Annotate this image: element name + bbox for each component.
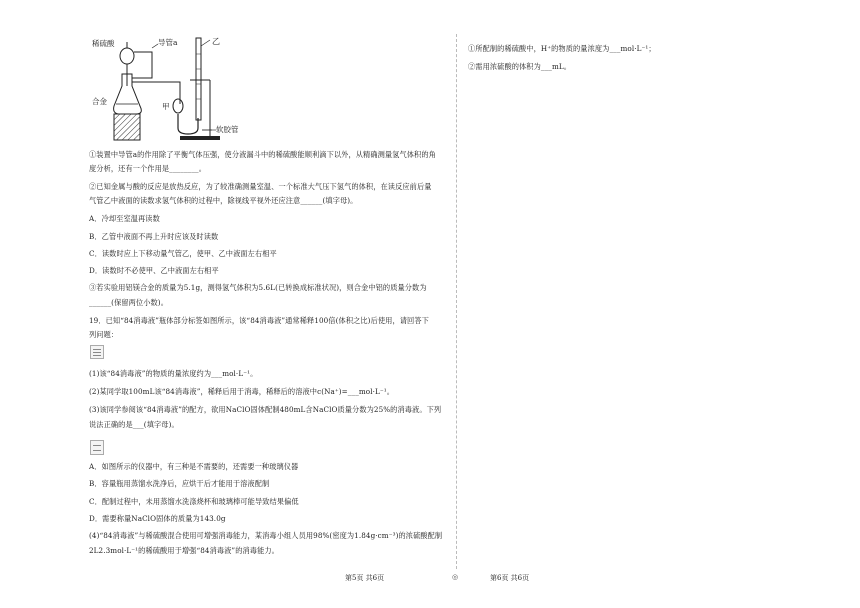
text-line: 2L2.3mol·L⁻¹的稀硫酸用于增强“84消毒液”的消毒能力。 [89,546,279,555]
text-line: ______(保留两位小数)。 [89,298,168,307]
disinfectant-label-image [90,345,104,359]
right-page [460,0,860,608]
text-line: ①装置中导管a的作用除了平衡气体压强，使分液漏斗中的稀硫酸能顺利滴下以外，从精确测量氢气体积的角 [89,150,436,159]
text-line: 度分析，还有一个作用是________。 [89,164,207,173]
label-tube-a: 导管a [158,38,178,47]
page-divider [456,34,457,569]
text-line: 气管乙中液面的读数求氢气体积的过程中，除视线平视外还应注意______(填字母)。 [89,196,358,205]
footer-right-page-number: 第6页 共6页 [490,574,530,582]
apparatus-drawing [92,34,282,142]
text-line: C．配制过程中，未用蒸馏水洗涤烧杯和玻璃棒可能导致结果偏低 [89,497,299,506]
text-line: ②已知金属与酸的反应是放热反应，为了较准确测量室温、一个标准大气压下氢气的体积，在读反应前后量 [89,182,432,191]
text-line: A．冷却至室温再读数 [89,214,160,223]
text-line: ②需用浓硫酸的体积为___mL。 [468,62,572,71]
text-line: (1)该“84消毒液”的物质的量浓度约为___mol·L⁻¹。 [89,369,258,378]
question-19-stem: 19．已知“84消毒液”瓶体部分标签如图所示，该“84消毒液”通常稀释100倍(体积之比)后使用，请回答下 [89,316,429,325]
label-jia: 甲 [162,102,170,111]
text-line: ①所配制的稀硫酸中，H⁺的物质的量浓度为___mol·L⁻¹； [468,44,656,53]
text-line: 说法正确的是___(填字母)。 [89,420,179,429]
text-line: (2)某同学取100mL该“84消毒液”，稀释后用于消毒，稀释后的溶液中c(Na⁺)=___mol·L⁻¹。 [89,387,395,396]
footer-left-page-number: 第5页 共6页 [345,574,385,582]
label-hose: 软胶管 [216,125,239,134]
text-line: 列问题： [89,330,119,339]
text-line: A．如图所示的仪器中，有三种是不需要的，还需要一种玻璃仪器 [89,462,299,471]
text-line: B．乙管中液面不再上升时应该及时读数 [89,232,219,241]
text-line: B．容量瓶用蒸馏水洗净后，应烘干后才能用于溶液配制 [89,479,270,488]
footer-separator: ◎ [452,573,459,581]
text-line: D．读数时不必使甲、乙中液面左右相平 [89,266,219,275]
text-line: (4)“84消毒液”与稀硫酸混合使用可增强消毒能力，某消毒小组人员用98%(密度为1.84g·cm⁻³)的浓硫酸配制 [89,531,443,540]
label-yi: 乙 [212,37,220,46]
instruments-image [90,440,104,455]
text-line: (3)该同学参阅该“84消毒液”的配方，欲用NaClO固体配制480mL含NaClO质量分数为25%的消毒液。下列 [89,405,442,414]
text-line: D．需要称量NaClO固体的质量为143.0g [89,514,226,523]
apparatus-figure [92,34,282,142]
text-line: C．读数时应上下移动量气管乙，使甲、乙中液面左右相平 [89,249,277,258]
label-acid: 稀硫酸 [92,39,115,48]
label-alloy: 合金 [92,97,107,106]
text-line: ③若实验用铝镁合金的质量为5.1g，测得氢气体积为5.6L(已转换成标准状况)，则合金中铝的质量分数为 [89,283,427,292]
